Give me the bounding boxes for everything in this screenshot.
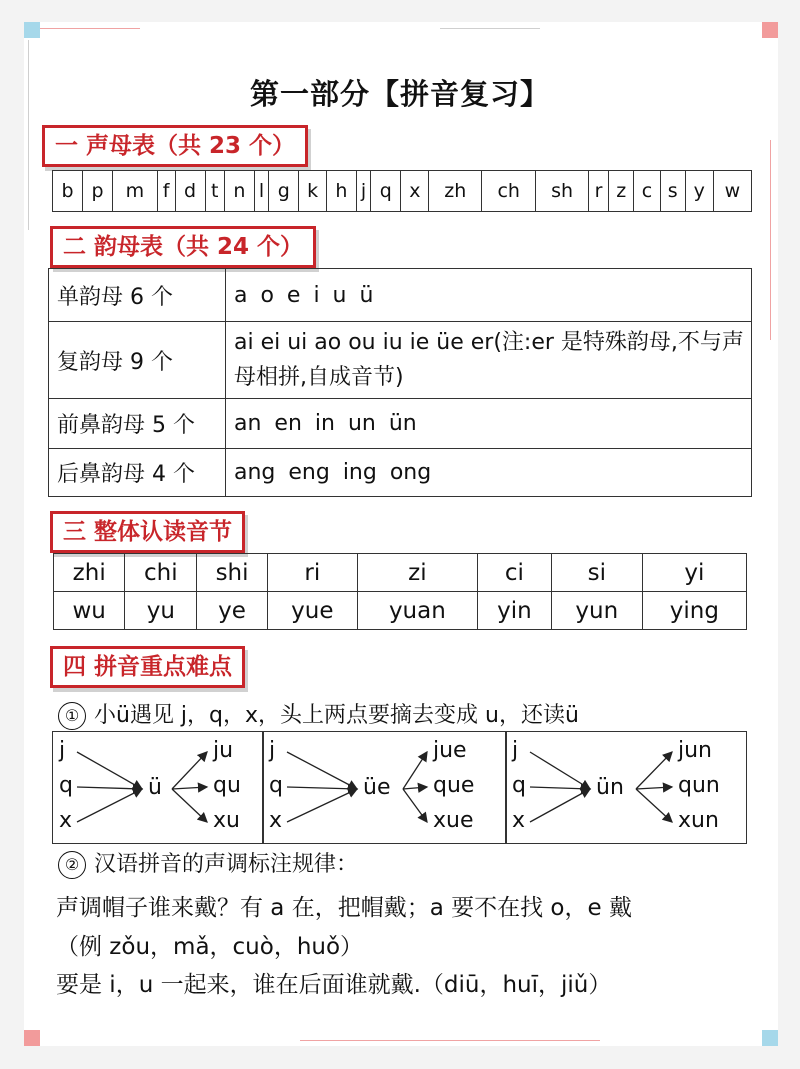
- initial-cell: z: [609, 171, 634, 212]
- diagram-initial: j: [59, 738, 66, 763]
- diagram-initial: x: [269, 808, 283, 833]
- initials-table: [52, 170, 752, 212]
- initial-cell: m: [113, 171, 158, 212]
- diagram-arrow: [287, 789, 357, 822]
- diagram-arrow: [530, 787, 590, 789]
- diagram-group: [52, 731, 264, 844]
- initial-cell: t: [205, 171, 224, 212]
- section-heading-key-points: [50, 646, 245, 688]
- tone-rule-line1: 声调帽子谁来戴？有 a 在，把帽戴；a 要不在找 o，e 戴: [56, 895, 632, 921]
- diagram-result: qu: [213, 773, 241, 798]
- finals-content: ang eng ing ong: [226, 449, 752, 497]
- initial-cell: f: [157, 171, 175, 212]
- diagram-result: xun: [678, 808, 719, 833]
- finals-content: a o e i u ü: [226, 269, 752, 322]
- edge-line: [440, 28, 540, 29]
- edge-line: [28, 40, 29, 230]
- syllable-cell: zi: [357, 554, 477, 592]
- initial-cell: w: [713, 171, 751, 212]
- diagram-initial: q: [512, 773, 526, 798]
- diagram-result: qun: [678, 773, 720, 798]
- syllable-cell: yu: [125, 592, 197, 630]
- diagram-final: ü: [148, 775, 162, 800]
- diagram-initial: j: [269, 738, 276, 763]
- diagram-arrow: [530, 752, 590, 789]
- syllable-cell: zhi: [54, 554, 125, 592]
- finals-label: 复韵母 9 个: [49, 322, 226, 399]
- u-dots-diagram: [52, 731, 800, 842]
- section-label: 二 韵母表（共 24 个）: [63, 234, 304, 260]
- diagram-initial: q: [59, 773, 73, 798]
- initial-cell: d: [175, 171, 205, 212]
- corner-decoration: [762, 1030, 778, 1046]
- section-heading-finals: [50, 226, 316, 268]
- diagram-initial: x: [512, 808, 526, 833]
- diagram-arrow: [287, 787, 357, 789]
- syllable-cell: wu: [54, 592, 125, 630]
- syllable-cell: yin: [477, 592, 551, 630]
- diagram-arrow: [172, 787, 207, 789]
- diagram-arrow: [287, 752, 357, 789]
- diagram-result: jun: [678, 738, 712, 763]
- diagram-initial: x: [59, 808, 73, 833]
- corner-decoration: [24, 22, 40, 38]
- diagram-result: que: [433, 773, 475, 798]
- tone-rule-line2: （例 zǒu，mǎ，cuò，huǒ）: [56, 934, 364, 960]
- finals-table: [48, 268, 752, 497]
- syllable-cell: yue: [267, 592, 357, 630]
- initial-cell: l: [254, 171, 268, 212]
- syllables-table: [53, 553, 747, 630]
- syllable-cell: si: [551, 554, 642, 592]
- initial-cell: s: [660, 171, 685, 212]
- rule-one: [58, 698, 579, 730]
- initial-cell: n: [224, 171, 254, 212]
- initial-cell: g: [269, 171, 299, 212]
- rule-text: 汉语拼音的声调标注规律：: [94, 852, 359, 877]
- diagram-final: ün: [596, 775, 624, 800]
- diagram-arrow: [403, 752, 427, 789]
- initial-cell: h: [326, 171, 356, 212]
- diagram-arrow: [636, 752, 672, 789]
- syllable-cell: ye: [197, 592, 268, 630]
- diagram-arrow: [77, 787, 142, 789]
- section-label: 一 声母表（共 23 个）: [55, 133, 296, 159]
- syllable-cell: ying: [642, 592, 746, 630]
- syllable-cell: ci: [477, 554, 551, 592]
- diagram-final: üe: [363, 775, 391, 800]
- initial-cell: y: [685, 171, 713, 212]
- initial-cell: ch: [482, 171, 536, 212]
- corner-decoration: [762, 22, 778, 38]
- edge-line: [770, 140, 771, 340]
- finals-label: 后鼻韵母 4 个: [49, 449, 226, 497]
- diagram-initial: q: [269, 773, 283, 798]
- diagram-initial: j: [512, 738, 519, 763]
- initial-cell: b: [53, 171, 83, 212]
- initial-cell: p: [83, 171, 113, 212]
- initial-cell: j: [356, 171, 370, 212]
- edge-line: [40, 28, 140, 29]
- diagram-result: ju: [213, 738, 234, 763]
- diagram-arrow: [172, 752, 207, 789]
- initial-cell: zh: [429, 171, 482, 212]
- rule-number: ①: [58, 702, 86, 730]
- syllable-cell: yi: [642, 554, 746, 592]
- diagram-result: xu: [213, 808, 240, 833]
- section-label: 四 拼音重点难点: [63, 654, 233, 680]
- diagram-arrow: [77, 752, 142, 789]
- diagram-arrow: [77, 789, 142, 822]
- initial-cell: q: [371, 171, 401, 212]
- diagram-result: xue: [433, 808, 474, 833]
- diagram-arrow: [530, 789, 590, 822]
- syllable-cell: ri: [267, 554, 357, 592]
- finals-content: an en in un ün: [226, 399, 752, 449]
- diagram-group: [262, 731, 507, 844]
- rule-number: ②: [58, 851, 86, 879]
- initial-cell: r: [588, 171, 608, 212]
- corner-decoration: [24, 1030, 40, 1046]
- section-heading-syllables: [50, 511, 245, 553]
- diagram-arrow: [403, 789, 427, 822]
- diagram-arrow: [172, 789, 207, 822]
- diagram-group: [505, 731, 747, 844]
- finals-label: 前鼻韵母 5 个: [49, 399, 226, 449]
- syllable-cell: shi: [197, 554, 268, 592]
- edge-line: [300, 1040, 600, 1041]
- finals-label: 单韵母 6 个: [49, 269, 226, 322]
- section-label: 三 整体认读音节: [63, 519, 233, 545]
- diagram-arrow: [636, 789, 672, 822]
- initial-cell: c: [634, 171, 660, 212]
- diagram-result: jue: [433, 738, 467, 763]
- initial-cell: k: [299, 171, 327, 212]
- rule-text: 小ü遇见 j，q，x，头上两点要摘去变成 u，还读ü: [94, 703, 579, 728]
- initial-cell: sh: [536, 171, 589, 212]
- syllable-cell: yun: [551, 592, 642, 630]
- diagram-arrow: [403, 787, 427, 789]
- syllable-cell: yuan: [357, 592, 477, 630]
- page-title: 第一部分【拼音复习】: [249, 77, 550, 111]
- finals-content: ai ei ui ao ou iu ie üe er(注:er 是特殊韵母,不与声母相拼,自成音节): [226, 322, 752, 399]
- rule-two: [58, 847, 358, 879]
- syllable-cell: chi: [125, 554, 197, 592]
- section-heading-initials: [42, 125, 308, 167]
- initial-cell: x: [401, 171, 429, 212]
- diagram-arrow: [636, 787, 672, 789]
- tone-rule-line3: 要是 i，u 一起来，谁在后面谁就戴.（diū，huī，jiǔ）: [56, 972, 612, 998]
